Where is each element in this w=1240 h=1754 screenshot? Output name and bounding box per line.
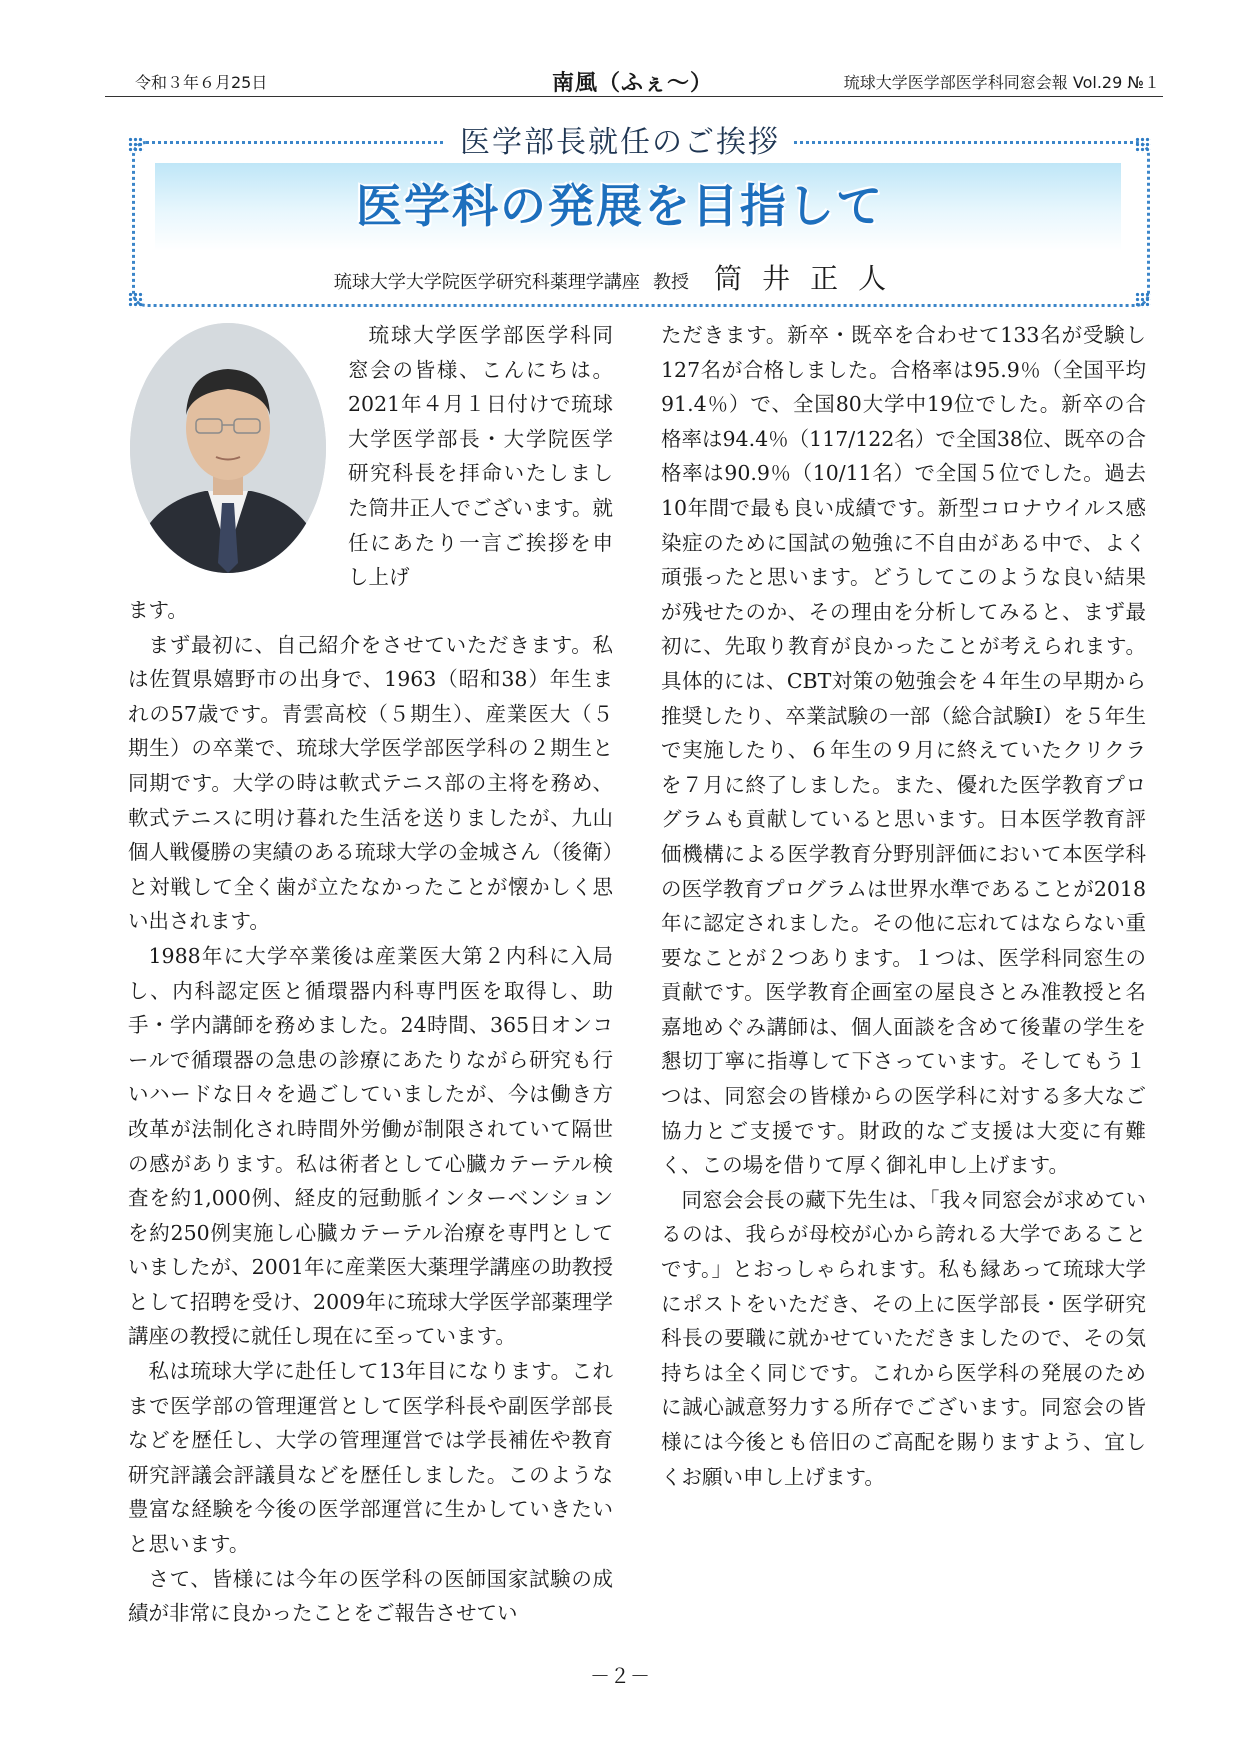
body-paragraph: 1988年に大学卒業後は産業医大第２内科に入局し、内科認定医と循環器内科専門医を取得し、助手・学内講師を務めました。24時間、365日オンコールで循環器の急患の診療にあたりながら研究も行いハードな日々を過ごしていましたが、今は働き方改革が法制化され時間外労働が制限されていて隔世の感があります。私は術者として心臓カテーテル検査を約1,000例、経皮的冠動脈インターベンションを約250例実施し心臓カテーテル治療を専門としていましたが、2001年に産業医大薬理学講座の助教授として招聘を受け、2009年に琉球大学医学部薬理学講座の教授に就任し現在に至っています。 [128, 943, 613, 1349]
portrait-photo [130, 323, 326, 573]
intro-paragraph-tail: ます。 [128, 598, 188, 622]
intro-paragraph: 琉球大学医学部医学科同窓会の皆様、こんにちは。2021年４月１日付けで琉球大学医学部長・大学院医学研究科長を拝命いたしました筒井正人でございます。就任にあたり一言ご挨拶を申し上げ [348, 323, 613, 590]
column-left [128, 593, 613, 1631]
author-affiliation: 琉球大学大学院医学研究科薬理学講座 [333, 272, 640, 293]
body-paragraph: さて、皆様には今年の医学科の医師国家試験の成績が非常に良かったことをご報告させてい [128, 1566, 613, 1626]
header-divider [105, 96, 1163, 97]
author-name: 筒井正人 [714, 262, 907, 295]
intro-text-block [348, 318, 613, 595]
header-issue: 琉球大学医学部医学科同窓会報 Vol.29 №１ [843, 73, 1160, 92]
article-title: 医学科の発展を目指して [356, 179, 884, 233]
author-title: 教授 [652, 272, 689, 293]
page-header [105, 66, 1160, 94]
body-paragraph: まず最初に、自己紹介をさせていただきます。私は佐賀県嬉野市の出身で、1963（昭和38）年生まれの57歳です。青雲高校（５期生）、産業医大（５期生）の卒業で、琉球大学医学部医学科の２期生と同期です。大学の時は軟式テニス部の主将を務め、軟式テニスに明け暮れた生活を送りましたが、九山個人戦優勝の実績のある琉球大学の金城さん（後衛）と対戦して全く歯が立たなかったことが懐かしく思い出されます。 [128, 632, 613, 934]
body-paragraph: 同窓会会長の藏下先生は、「我々同窓会が求めているのは、我らが母校が心から誇れる大学であることです。」とおっしゃられます。私も縁あって琉球大学にポストをいただき、その上に医学部長・医学研究科長の要職に就かせていただきましたので、その気持ちは全く同じです。これから医学科の発展のために誠心誠意努力する所存でございます。同窓会の皆様には今後とも倍旧のご高配を賜りますよう、宜しくお願い申し上げます。 [661, 1187, 1146, 1489]
author-byline [0, 257, 1240, 297]
page-number: －２－ [590, 1664, 650, 1688]
header-date: 令和３年６月25日 [135, 73, 268, 92]
section-label-text: 医学部長就任のご挨拶 [446, 125, 794, 160]
portrait-photo-icon [130, 323, 326, 573]
section-label [0, 117, 1240, 161]
body-paragraph: ただきます。新卒・既卒を合わせて133名が受験し127名が合格しました。合格率は95.9％（全国平均91.4％）で、全国80大学中19位でした。新卒の合格率は94.4％（117/122名）で全国38位、既卒の合格率は90.9％（10/11名）で全国５位でした。過去10年間で最も良い成績です。新型コロナウイルス感染症のために国試の勉強に不自由がある中で、よく頑張ったと思います。どうしてこのような良い結果が残せたのか、その理由を分析してみると、まず最初に、先取り教育が良かったことが考えられます。具体的には、CBT対策の勉強会を４年生の早期から推奨したり、卒業試験の一部（総合試験Ⅰ）を５年生で実施したり、６年生の９月に終えていたクリクラを７月に終了しました。また、優れた医学教育プログラムも貢献していると思います。日本医学教育評価機構による医学教育分野別評価において本医学科の医学教育プログラムは世界水準であることが2018年に認定されました。その他に忘れてはならない重要なことが２つあります。１つは、医学科同窓生の貢献です。医学教育企画室の屋良さとみ准教授と名嘉地めぐみ講師は、個人面談を含めて後輩の学生を懇切丁寧に指導して下さっています。そしてもう１つは、同窓会の皆様からの医学科に対する多大なご協力とご支援です。財政的なご支援は大変に有難く、この場を借りて厚く御礼申し上げます。 [661, 323, 1146, 1178]
body-paragraph: 私は琉球大学に赴任して13年目になります。これまで医学部の管理運営として医学科長や副医学部長などを歴任し、大学の管理運営では学長補佐や教育研究評議会評議員などを歴任しました。このような豊富な経験を今後の医学部運営に生かしていきたいと思います。 [128, 1359, 613, 1557]
column-right [661, 318, 1146, 1494]
header-publication-title: 南風（ふぇ〜） [551, 70, 713, 96]
